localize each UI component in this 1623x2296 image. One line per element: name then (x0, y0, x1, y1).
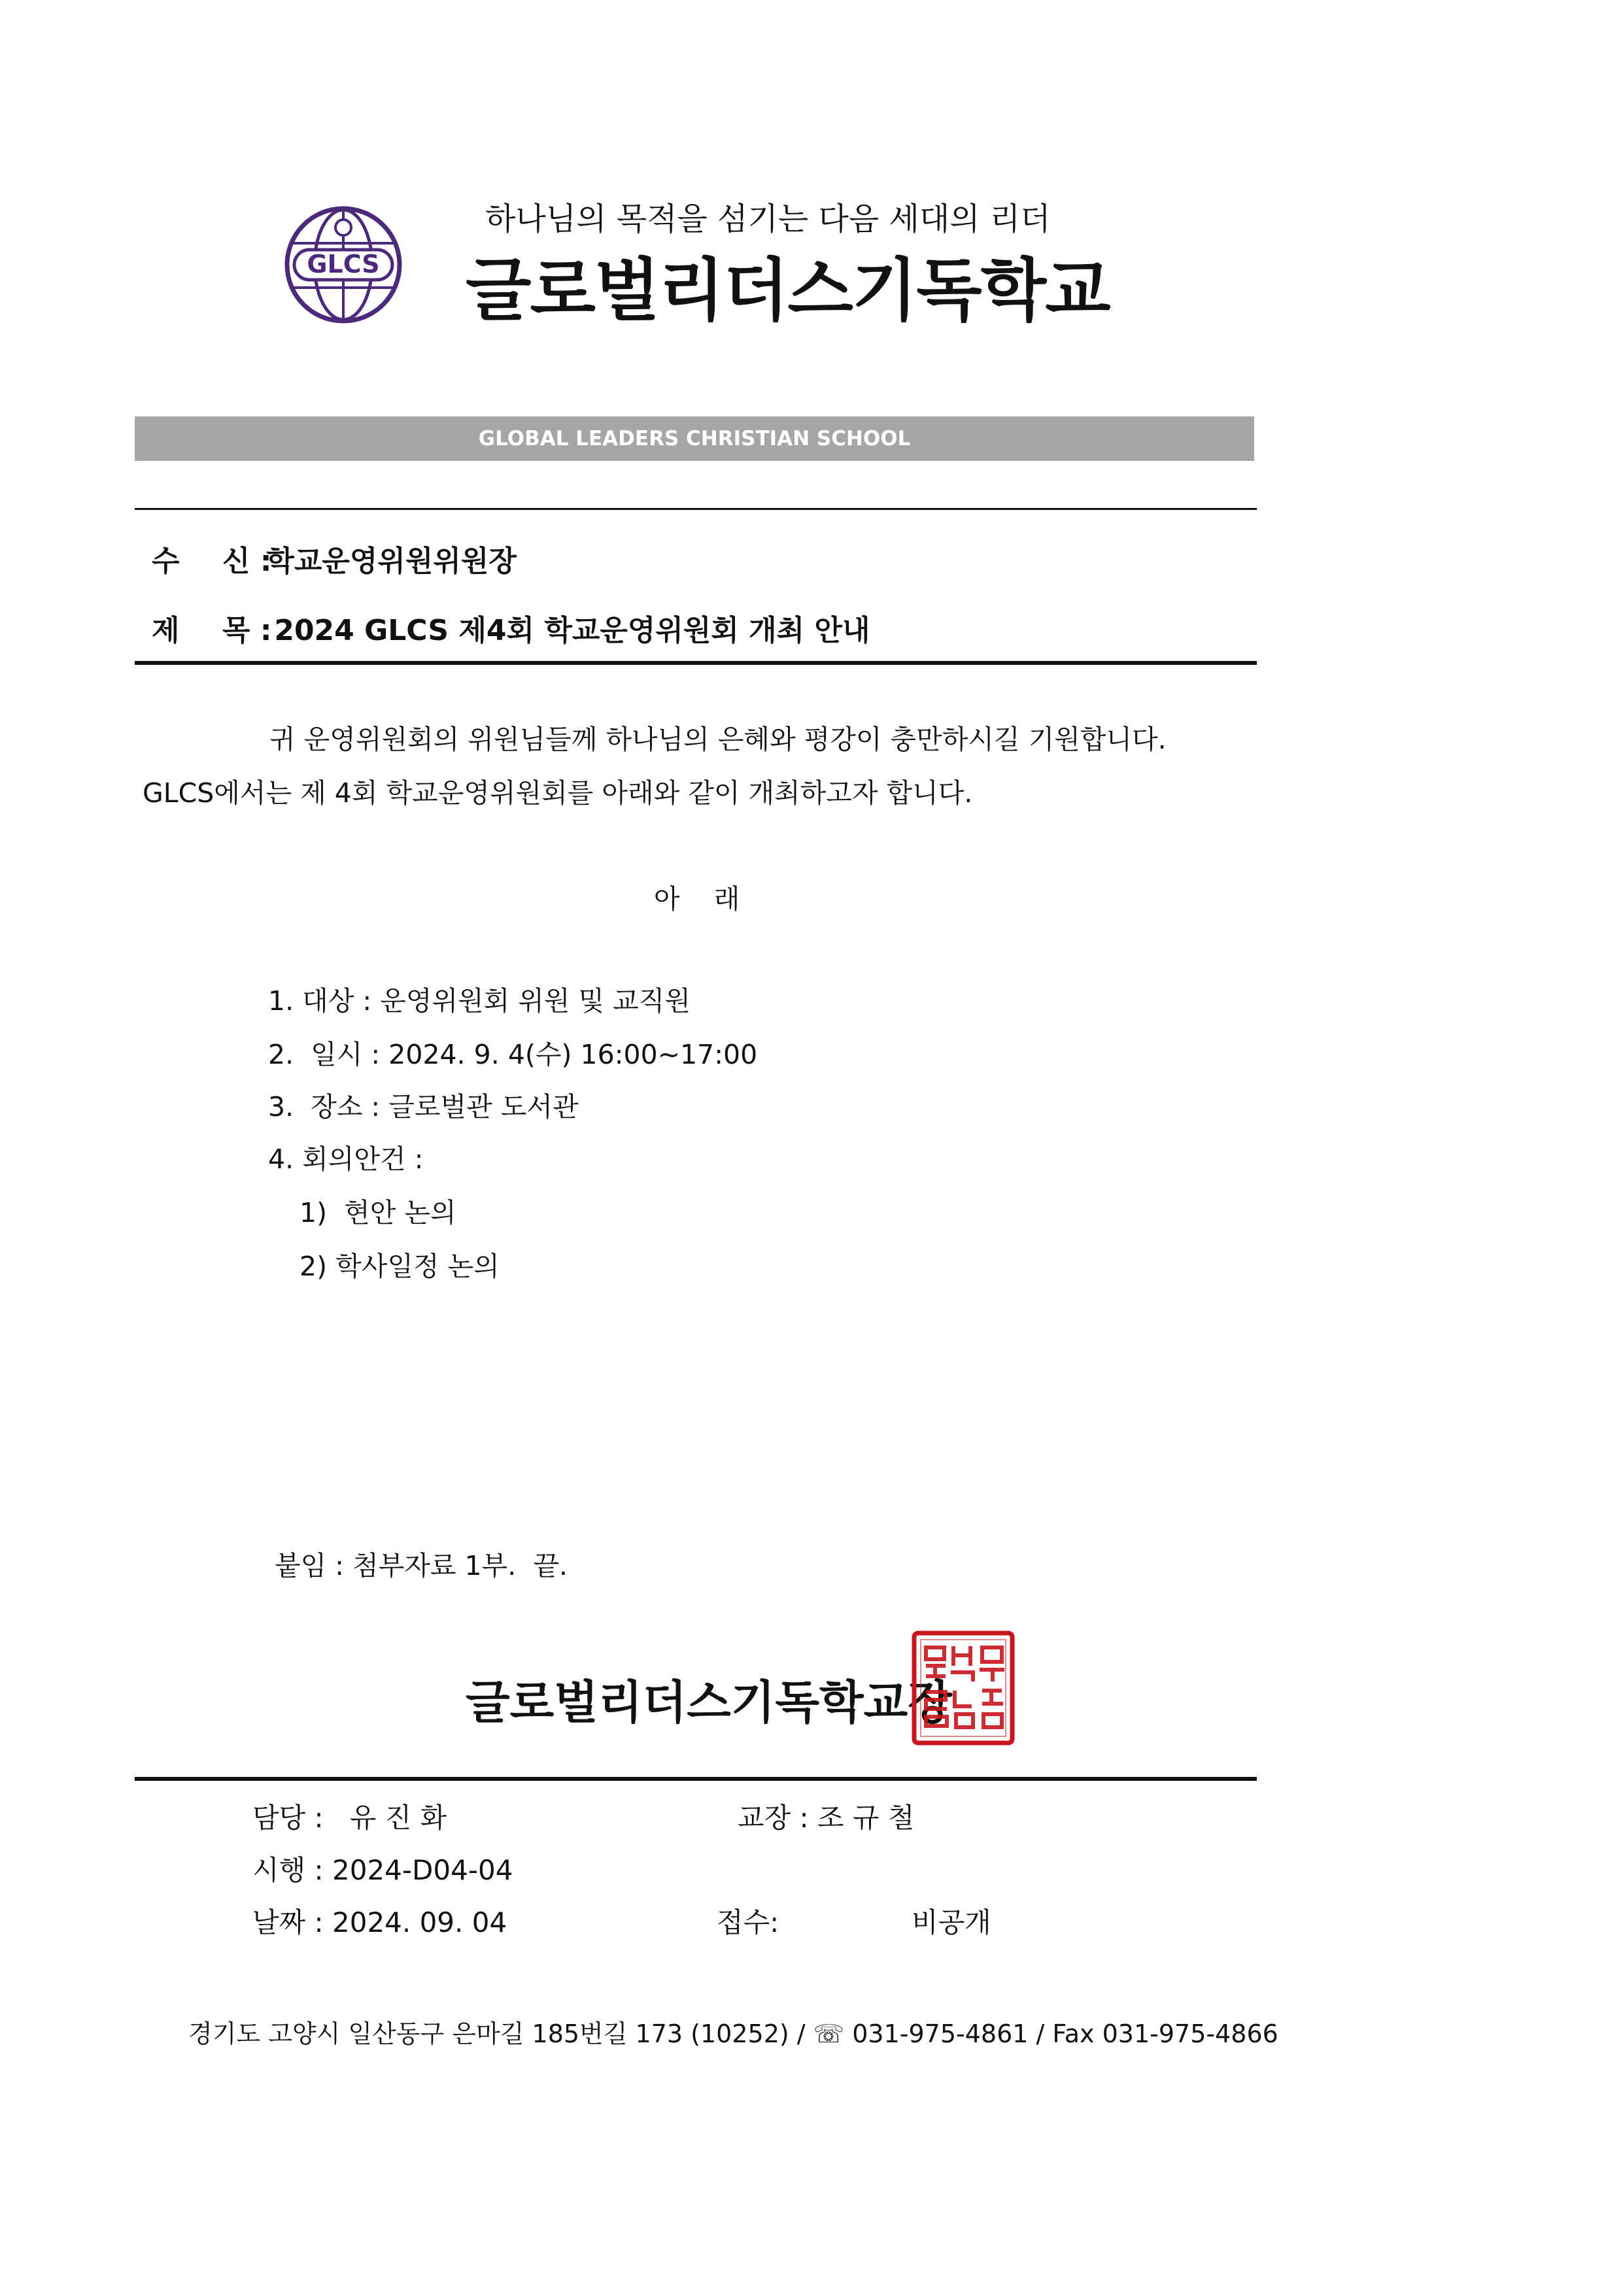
list-item: 1) 현안 논의 (299, 1197, 456, 1228)
intro-line: GLCS에서는 제 4회 학교운영위원회를 아래와 같이 개최하고자 합니다. (143, 777, 973, 809)
subject-value: 2024 GLCS 제4회 학교운영위원회 개최 안내 (274, 614, 870, 647)
school-address: 경기도 고양시 일산동구 은마길 185번길 173 (10252) / ☏ 031-975-4861 / Fax 031-975-4866 (188, 2019, 1278, 2048)
subject-label-a: 제 (152, 614, 180, 647)
official-seal-stamp (910, 1629, 1016, 1747)
recipient-value: 학교운영위원위원장 (266, 545, 517, 578)
logo-text: GLCS (307, 250, 380, 279)
divider-fields (135, 661, 1257, 665)
divider-footer (135, 1777, 1257, 1781)
recipient-label-b: 신 : (222, 545, 272, 578)
list-item: 3. 장소 : 글로벌관 도서관 (268, 1091, 579, 1123)
signer-title: 글로벌리더스기독학교장 (466, 1676, 952, 1729)
notice-heading: 아 래 (654, 883, 740, 915)
list-item: 2) 학사일정 논의 (299, 1251, 500, 1282)
recipient-row (152, 537, 517, 579)
date-field: 날짜 : 2024. 09. 04 (252, 1906, 507, 1938)
enforcement-number: 시행 : 2024-D04-04 (252, 1854, 513, 1886)
list-item: 2. 일시 : 2024. 9. 4(수) 16:00~17:00 (268, 1039, 758, 1070)
recipient-label-a: 수 (152, 545, 180, 578)
school-slogan: 하나님의 목적을 섬기는 다음 세대의 리더 (485, 201, 1051, 237)
school-name-title: 글로벌리더스기독학교 (466, 250, 1110, 330)
divider-top (135, 508, 1257, 510)
attachment-note: 붙임 : 첨부자료 1부. 끝. (275, 1550, 568, 1581)
greeting-line: 귀 운영위원회의 위원님들께 하나님의 은혜와 평강이 충만하시길 기원합니다. (269, 724, 1167, 755)
visibility-field: 비공개 (912, 1906, 991, 1938)
subject-row (152, 607, 870, 649)
reception-field: 접수: (717, 1906, 779, 1938)
principal-field: 교장 : 조 규 철 (738, 1802, 915, 1834)
list-item: 4. 회의안건 : (268, 1143, 424, 1175)
list-item: 1. 대상 : 운영위원회 위원 및 교직원 (268, 985, 691, 1017)
school-english-banner: GLOBAL LEADERS CHRISTIAN SCHOOL (135, 416, 1254, 461)
manager-field: 담당 : 유 진 화 (252, 1802, 447, 1834)
subject-label-b: 목 : (222, 614, 272, 647)
school-logo (282, 204, 404, 326)
